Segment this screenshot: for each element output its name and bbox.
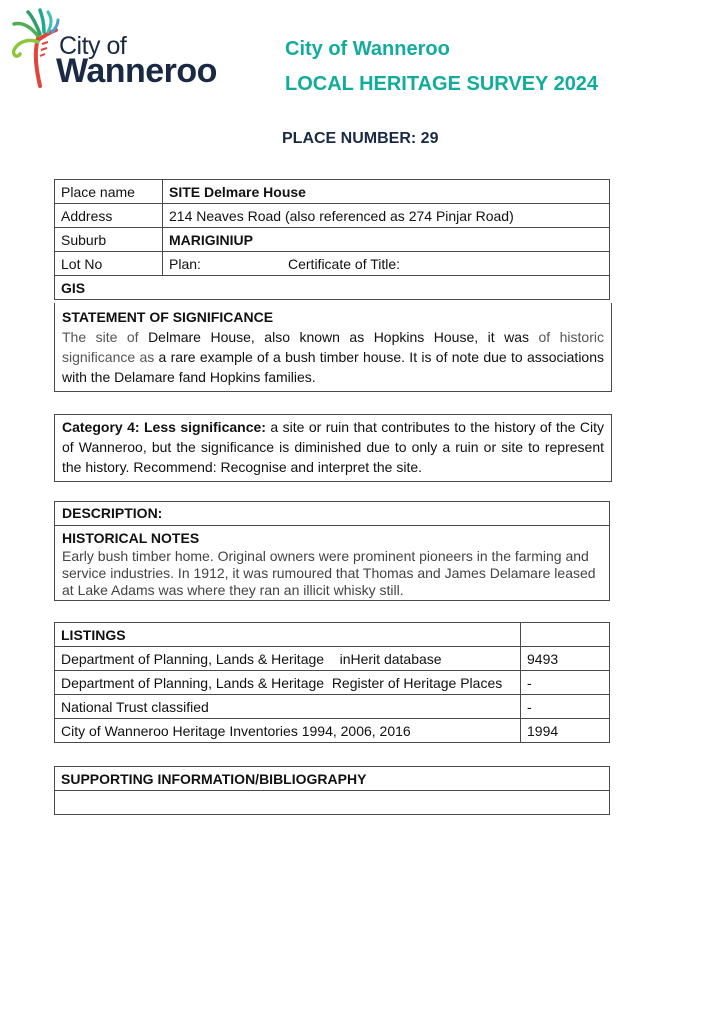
table-row <box>55 695 610 719</box>
table-row <box>55 204 610 228</box>
listing-name: Department of Planning, Lands & Heritage inHerit database <box>55 647 521 671</box>
logo-text-wanneroo: Wanneroo <box>56 52 217 90</box>
category-box <box>54 414 612 482</box>
table-row <box>55 647 610 671</box>
supporting-heading: SUPPORTING INFORMATION/BIBLIOGRAPHY <box>55 767 610 791</box>
certificate-of-title-label: Certificate of Title: <box>288 255 401 272</box>
listings-heading: LISTINGS <box>55 623 521 647</box>
table-row <box>55 791 610 815</box>
listing-value: - <box>521 695 610 719</box>
lot-no-value <box>163 252 610 276</box>
significance-text-part: of historic significance as <box>62 329 604 365</box>
address-value: 214 Neaves Road (also referenced as 274 Pinjar Road) <box>163 204 610 228</box>
supporting-content <box>55 791 610 815</box>
place-name-value: SITE Delmare House <box>163 180 610 204</box>
significance-text-part: Delmare House, also known as Hopkins House, it was <box>148 329 529 345</box>
significance-text-part: The site of <box>62 329 149 345</box>
table-row <box>55 180 610 204</box>
historical-notes <box>54 526 610 601</box>
place-name-label: Place name <box>55 180 163 204</box>
category-label: Category 4: Less significance: <box>62 419 266 435</box>
document-title: City of Wanneroo <box>285 38 450 60</box>
suburb-value: MARIGINIUP <box>163 228 610 252</box>
supporting-information-table <box>54 766 610 815</box>
listing-name: City of Wanneroo Heritage Inventories 1994, 2006, 2016 <box>55 719 521 743</box>
table-row <box>55 719 610 743</box>
listing-name: National Trust classified <box>55 695 521 719</box>
city-of-wanneroo-logo <box>8 8 228 88</box>
gis-label: GIS <box>55 276 610 300</box>
table-row <box>55 623 610 647</box>
category-text: a site or ruin that contributes to the history of the City of Wanneroo, but the significance is diminished due to only a ruin or site to represent the history. Recommend: Recognise and interpret the site. <box>62 419 604 475</box>
document-subtitle: LOCAL HERITAGE SURVEY 2024 <box>285 73 599 95</box>
description-section <box>54 501 610 601</box>
table-row <box>55 276 610 300</box>
table-row <box>55 252 610 276</box>
table-row <box>55 671 610 695</box>
plan-label: Plan: <box>169 255 201 272</box>
place-number: PLACE NUMBER: 29 <box>282 130 439 147</box>
historical-notes-text: Early bush timber home. Original owners were prominent pioneers in the farming and service industries. In 1912, it was rumoured that Thomas and James Delamare leased at Lake Adams was where they ran an illicit whisky still. <box>62 548 596 598</box>
table-row <box>55 228 610 252</box>
table-row <box>55 767 610 791</box>
listings-table <box>54 622 610 743</box>
listing-value: 1994 <box>521 719 610 743</box>
significance-text <box>62 327 604 387</box>
lot-no-label: Lot No <box>55 252 163 276</box>
listing-name: Department of Planning, Lands & Heritage Register of Heritage Places <box>55 671 521 695</box>
logo-text-city-of: City of <box>59 32 127 60</box>
significance-text-part: a rare example of a bush timber house. It is of note due to associations with the Delamare fand Hopkins families. <box>62 349 605 385</box>
description-heading: DESCRIPTION: <box>54 501 610 526</box>
historical-notes-heading: HISTORICAL NOTES <box>62 530 200 546</box>
suburb-label: Suburb <box>55 228 163 252</box>
listing-value: 9493 <box>521 647 610 671</box>
statement-of-significance <box>54 303 612 392</box>
address-label: Address <box>55 204 163 228</box>
listings-heading-value <box>521 623 610 647</box>
place-details-table <box>54 179 610 300</box>
listing-value: - <box>521 671 610 695</box>
significance-heading: STATEMENT OF SIGNIFICANCE <box>62 309 274 325</box>
